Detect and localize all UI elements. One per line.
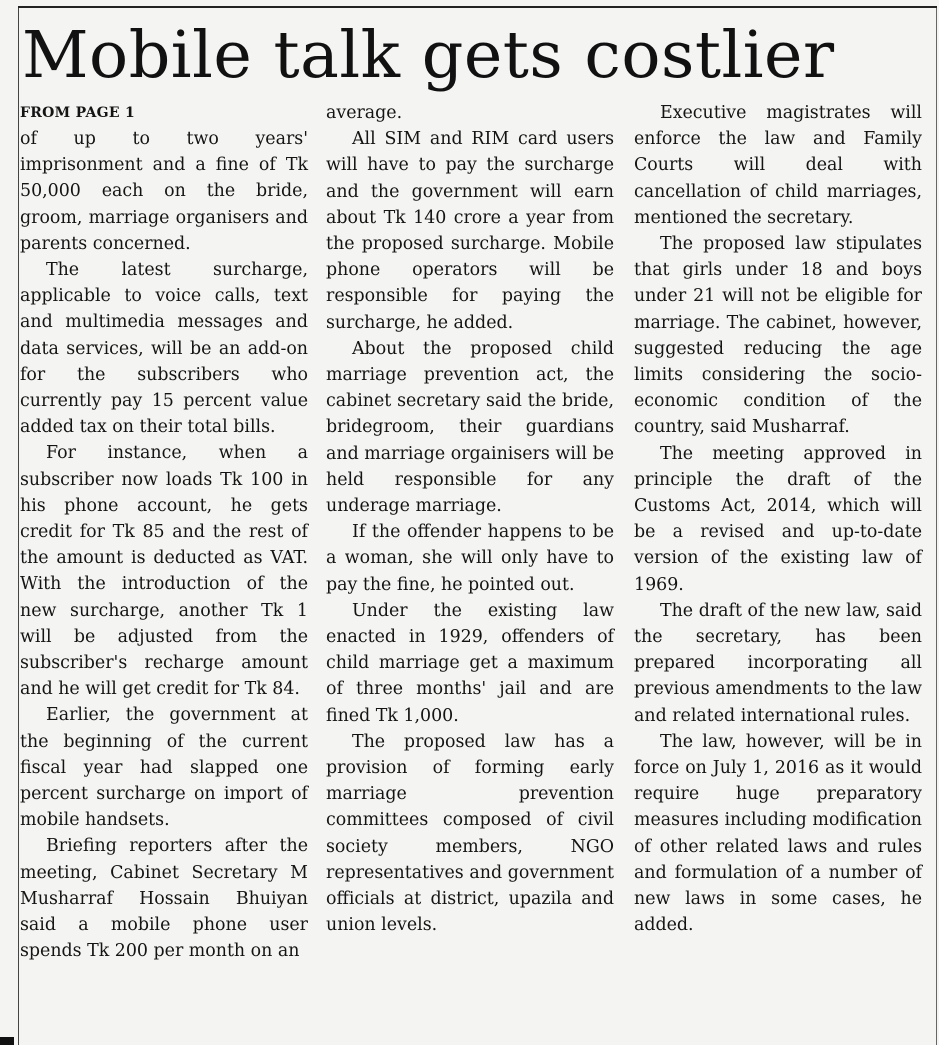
headline: Mobile talk gets costlier xyxy=(22,18,835,93)
paragraph: of up to two years' imprisonment and a fine of Tk 50,000 each on the bride, groom, marriage organisers and parents concerned. xyxy=(20,129,308,254)
paragraph: Briefing reporters after the meeting, Cabinet Secretary M Musharraf Hossain Bhuiyan said a mobile phone user spends Tk 200 per month on an xyxy=(20,836,308,962)
paragraph: The meeting approved in principle the draft of the Customs Act, 2014, which will be a revised and up-to-date version of the existing law of 1969. xyxy=(634,443,922,595)
kicker: FROM PAGE 1 xyxy=(20,105,136,121)
article-column-2 xyxy=(326,100,614,939)
article-column-1 xyxy=(20,100,308,965)
corner-mark xyxy=(0,1037,14,1045)
paragraph: The latest surcharge, applicable to voice calls, text and multimedia messages and data services, will be an add-on for the subscribers who currently pay 15 percent value added tax on their total bills. xyxy=(20,260,308,438)
paragraph: For instance, when a subscriber now loads Tk 100 in his phone account, he gets credit for Tk 85 and the rest of the amount is deducted as VAT. With the introduction of the new surcharge, another Tk 1 will be adjusted from the subscriber's recharge amount and he will get credit for Tk 84. xyxy=(20,443,308,700)
paragraph: The draft of the new law, said the secretary, has been prepared incorporating all previous amendments to the law and related international rules. xyxy=(634,600,922,726)
paragraph: The law, however, will be in force on July 1, 2016 as it would require huge preparatory measures including modification of other related laws and rules and formulation of a number of new laws in some cases, he added. xyxy=(634,731,922,936)
paragraph: Earlier, the government at the beginning of the current fiscal year had slapped one percent surcharge on import of mobile handsets. xyxy=(20,705,308,831)
paragraph: All SIM and RIM card users will have to pay the surcharge and the government will earn about Tk 140 crore a year from the proposed surcharge. Mobile phone operators will be responsible for paying the surcharge, he added. xyxy=(326,129,614,333)
article-column-3 xyxy=(634,100,922,939)
paragraph: Executive magistrates will enforce the law and Family Courts will deal with cancellation of child marriages, mentioned the secretary. xyxy=(634,103,922,228)
right-border xyxy=(936,8,937,1045)
paragraph: The proposed law has a provision of forming early marriage prevention committees composed of civil society members, NGO representatives and government officials at district, upazila and union levels. xyxy=(326,731,614,936)
paragraph: The proposed law stipulates that girls under 18 and boys under 21 will not be eligible for marriage. The cabinet, however, suggested reducing the age limits considering the socio-economic condition of the country, said Musharraf. xyxy=(634,234,922,438)
left-border xyxy=(18,8,19,1045)
paragraph: About the proposed child marriage prevention act, the cabinet secretary said the bride, bridegroom, their guardians and marriage orgainisers will be held responsible for any underage marriage. xyxy=(326,338,614,517)
paragraph: Under the existing law enacted in 1929, offenders of child marriage get a maximum of three months' jail and are fined Tk 1,000. xyxy=(326,600,614,726)
top-rule xyxy=(18,6,937,8)
paragraph: average. xyxy=(326,103,403,123)
paragraph: If the offender happens to be a woman, she will only have to pay the fine, he pointed out. xyxy=(326,522,614,595)
